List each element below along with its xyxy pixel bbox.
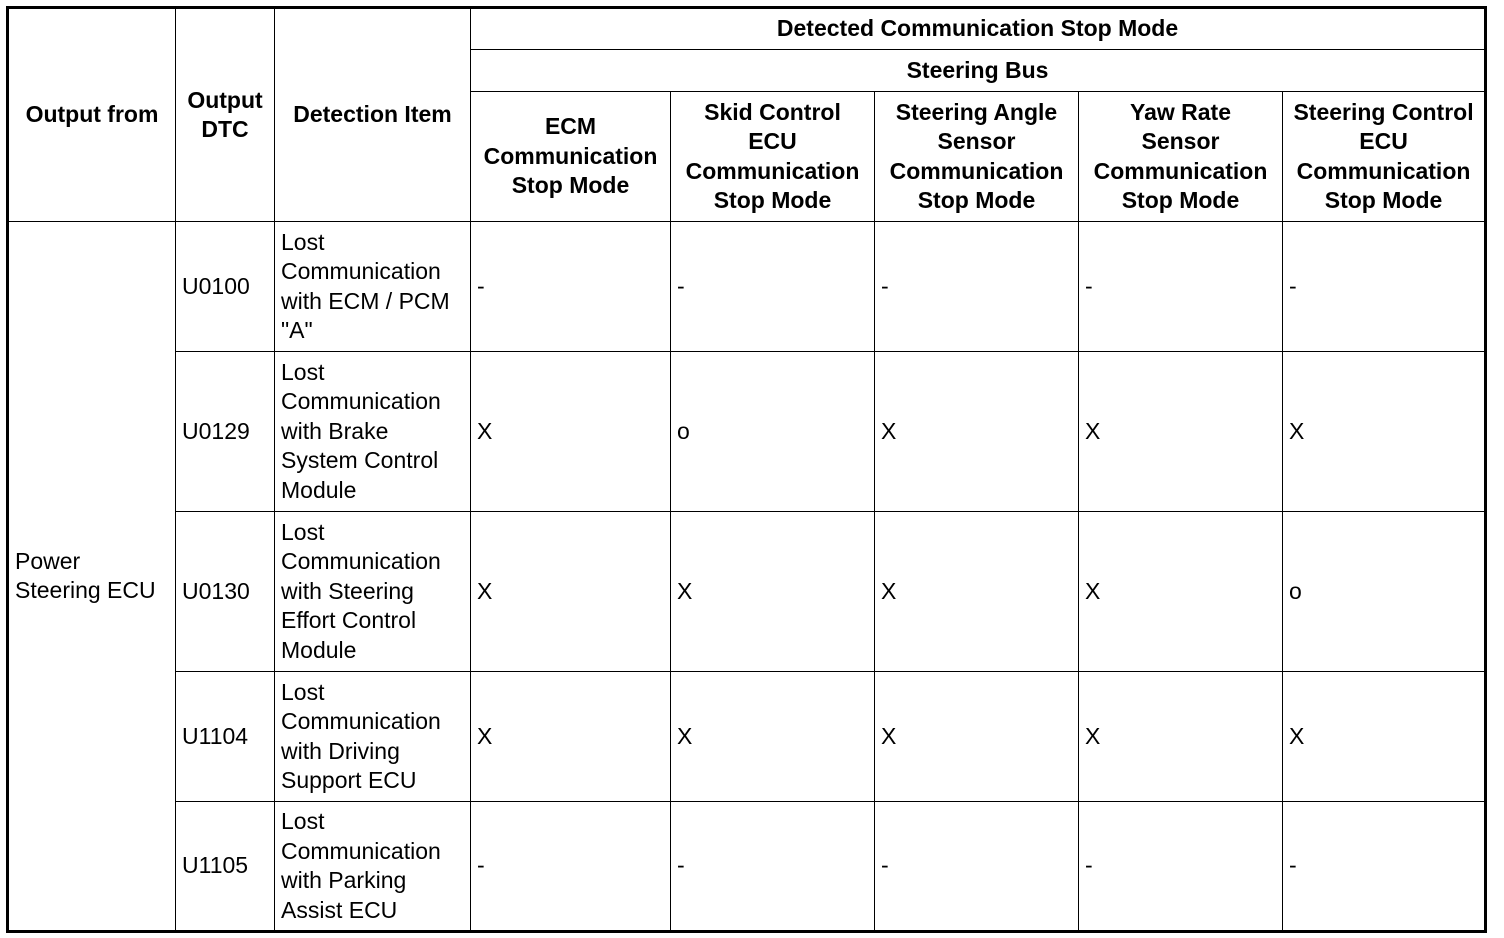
output-from-cell: Power Steering ECU xyxy=(8,222,176,932)
detection-item: Lost Communication with ECM / PCM "A" xyxy=(275,222,471,352)
mark-cell: o xyxy=(671,352,875,512)
mark-cell: - xyxy=(1283,222,1486,352)
dtc-code: U0129 xyxy=(176,352,275,512)
detection-item: Lost Communication with Steering Effort Control Module xyxy=(275,512,471,672)
header-output-dtc: Output DTC xyxy=(176,8,275,222)
mark-cell: X xyxy=(471,512,671,672)
header-steering-angle-stop-mode: Steering Angle Sensor Communication Stop Mode xyxy=(875,92,1079,222)
dtc-code: U1104 xyxy=(176,672,275,802)
header-detected-mode: Detected Communication Stop Mode xyxy=(471,8,1486,50)
mark-cell: X xyxy=(1079,512,1283,672)
mark-cell: X xyxy=(471,672,671,802)
mark-cell: X xyxy=(671,672,875,802)
header-detection-item: Detection Item xyxy=(275,8,471,222)
header-skid-control-stop-mode: Skid Control ECU Communication Stop Mode xyxy=(671,92,875,222)
mark-cell: o xyxy=(1283,512,1486,672)
detection-item: Lost Communication with Parking Assist ECU xyxy=(275,802,471,932)
mark-cell: - xyxy=(471,802,671,932)
mark-cell: - xyxy=(1079,222,1283,352)
header-steering-control-stop-mode: Steering Control ECU Communication Stop Mode xyxy=(1283,92,1486,222)
table-row xyxy=(8,512,1486,672)
dtc-table xyxy=(6,6,1487,933)
mark-cell: - xyxy=(671,802,875,932)
mark-cell: - xyxy=(671,222,875,352)
detection-item: Lost Communication with Driving Support ECU xyxy=(275,672,471,802)
dtc-code: U0100 xyxy=(176,222,275,352)
mark-cell: X xyxy=(1079,352,1283,512)
mark-cell: - xyxy=(875,802,1079,932)
mark-cell: X xyxy=(875,352,1079,512)
mark-cell: X xyxy=(1283,352,1486,512)
table-row xyxy=(8,352,1486,512)
dtc-code: U0130 xyxy=(176,512,275,672)
mark-cell: - xyxy=(471,222,671,352)
header-row-1 xyxy=(8,8,1486,50)
mark-cell: X xyxy=(471,352,671,512)
header-ecm-stop-mode: ECM Communication Stop Mode xyxy=(471,92,671,222)
table-row xyxy=(8,222,1486,352)
mark-cell: X xyxy=(671,512,875,672)
mark-cell: X xyxy=(875,672,1079,802)
mark-cell: - xyxy=(875,222,1079,352)
dtc-code: U1105 xyxy=(176,802,275,932)
mark-cell: X xyxy=(1283,672,1486,802)
header-steering-bus: Steering Bus xyxy=(471,50,1486,92)
mark-cell: - xyxy=(1079,802,1283,932)
mark-cell: X xyxy=(875,512,1079,672)
header-output-from: Output from xyxy=(8,8,176,222)
mark-cell: X xyxy=(1079,672,1283,802)
detection-item: Lost Communication with Brake System Control Module xyxy=(275,352,471,512)
table-row xyxy=(8,672,1486,802)
header-yaw-rate-stop-mode: Yaw Rate Sensor Communication Stop Mode xyxy=(1079,92,1283,222)
mark-cell: - xyxy=(1283,802,1486,932)
table-row xyxy=(8,802,1486,932)
